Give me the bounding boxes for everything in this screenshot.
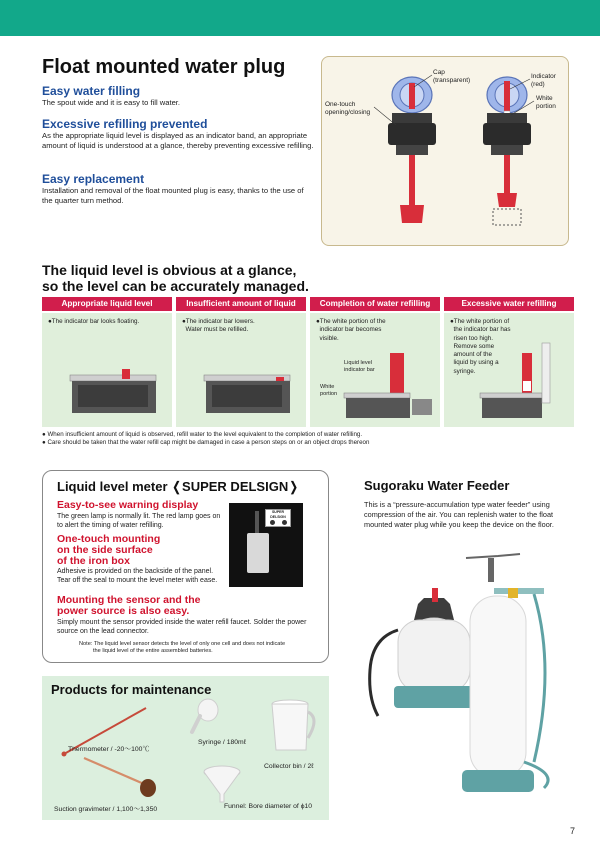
plug-right <box>483 77 531 225</box>
meter-feature-heading-2: One-touch mounting on the side surface of the iron box <box>57 533 161 567</box>
top-banner <box>0 0 600 36</box>
syringe-label: Syringe / 180mℓ <box>198 739 246 746</box>
plug-left <box>388 77 436 223</box>
lamp-icon <box>282 520 287 525</box>
battery-illustration <box>478 341 572 423</box>
meter-cable <box>255 511 259 533</box>
meter-feature-heading-3: Mounting the sensor and the power source is also easy. <box>57 594 201 617</box>
feature-text-3: Installation and removal of the float mounted plug is easy, thanks to the use of the quarter turn method. <box>42 186 304 206</box>
syringe-icon <box>188 698 222 736</box>
cap-label: Cap (transparent) <box>433 69 471 84</box>
panel-text: ●The indicator bar lowers. Water must be refilled. <box>182 318 255 334</box>
page-title: Float mounted water plug <box>42 56 286 78</box>
feature-heading-3: Easy replacement <box>42 172 145 186</box>
funnel-label: Funnel: Bore diameter of ϕ10 <box>224 803 313 810</box>
meter-device <box>247 533 269 573</box>
note-2: ● Care should be taken that the water refill cap might be damaged in case a person steps on or an object drops thereon <box>42 439 370 446</box>
collector-bin-icon <box>268 698 322 754</box>
collector-bin-label: Collector bin / 2ℓ <box>264 763 314 770</box>
level-heading-line2: so the level can be accurately managed. <box>42 278 309 294</box>
tab-insufficient: Insufficient amount of liquid <box>176 297 306 311</box>
thermometer-label: Thermometer / -20〜100℃ <box>68 746 150 753</box>
battery-illustration <box>186 363 301 418</box>
white-portion-label: White portion <box>320 384 338 397</box>
gravimeter-label: Suction gravimeter / 1,100〜1,350 <box>54 806 158 813</box>
panel-insufficient <box>176 313 306 427</box>
page-number: 7 <box>570 826 576 836</box>
panel-text: ●The indicator bar looks floating. <box>48 318 140 325</box>
meter-box <box>42 470 329 663</box>
meter-feature-text-3: Simply mount the sensor provided inside the water refill faucet. Solder the power source on the lead connector. <box>57 619 307 636</box>
meter-title: Liquid level meter ❬SUPER DELSIGN❭ <box>57 479 300 494</box>
meter-photo <box>229 503 303 587</box>
panel-completion <box>310 313 440 427</box>
feature-heading-1: Easy water filling <box>42 84 141 98</box>
plug-diagram <box>321 56 569 246</box>
meter-device-badge <box>265 509 291 527</box>
indicator-bar-label: Liquid level indicator bar <box>344 360 375 373</box>
maintenance-box <box>42 676 329 820</box>
lamp-icon <box>270 520 275 525</box>
level-heading <box>42 262 309 294</box>
feeder-title: Sugoraku Water Feeder <box>364 478 510 493</box>
battery-illustration <box>52 363 167 418</box>
one-touch-label: One-touch opening/closing <box>325 101 371 116</box>
gravimeter-icon <box>82 756 162 800</box>
maintenance-title: Products for maintenance <box>51 682 212 697</box>
note-1: ● When insufficient amount of liquid is observed, refill water to the level equivalent to the completion of water refilling. <box>42 431 363 438</box>
panel-text: ●The white portion of the indicator bar has risen too high. Remove some amount of the liquid by using a syringe. <box>450 318 511 375</box>
white-portion-label: White portion <box>536 95 556 110</box>
battery-illustration <box>340 349 438 423</box>
indicator-label: Indicator (red) <box>531 73 556 88</box>
feature-text-1: The spout wide and it is easy to fill water. <box>42 98 181 107</box>
tab-excessive: Excessive water refilling <box>444 297 574 311</box>
feature-text-2: As the appropriate liquid level is displayed as an indicator band, an appropriate amount of liquid is understood at a glance, thereby preventing excessive refilling. <box>42 131 314 151</box>
note-2-text: Care should be taken that the water refill cap might be damaged in case a person steps on or an object drops thereon <box>47 439 370 446</box>
panel-text: ●The white portion of the indicator bar becomes visible. <box>316 318 386 342</box>
feature-heading-2: Excessive refilling prevented <box>42 117 208 131</box>
meter-feature-text-1: The green lamp is normally lit. The red lamp goes on to alert the timing of water refilling. <box>57 513 221 530</box>
water-feeder-photo <box>358 548 566 800</box>
meter-feature-heading-1: Easy-to-see warning display <box>57 499 199 511</box>
level-heading-line1: The liquid level is obvious at a glance, <box>42 262 297 278</box>
panel-appropriate <box>42 313 172 427</box>
tab-completion: Completion of water refilling <box>310 297 440 311</box>
meter-feature-text-2: Adhesive is provided on the backside of the panel. Tear off the seal to mount the level meter with ease. <box>57 568 218 585</box>
tab-appropriate-level: Appropriate liquid level <box>42 297 172 311</box>
funnel-icon <box>200 764 246 804</box>
feeder-text: This is a “pressure-accumulation type water feeder” using compression of the air. You can replenish water to the float mounted water plug while you keep the device on the floor. <box>364 500 554 530</box>
meter-note: Note: The liquid level sensor detects the level of only one cell and does not indicate the liquid level of the entire assembled batteries. <box>79 641 286 654</box>
note-1-text: When insufficient amount of liquid is observed, refill water to the level equivalent to the completion of water refilling. <box>47 431 363 438</box>
panel-excessive <box>444 313 574 427</box>
device-label: SUPER DELSIGN <box>270 510 286 519</box>
